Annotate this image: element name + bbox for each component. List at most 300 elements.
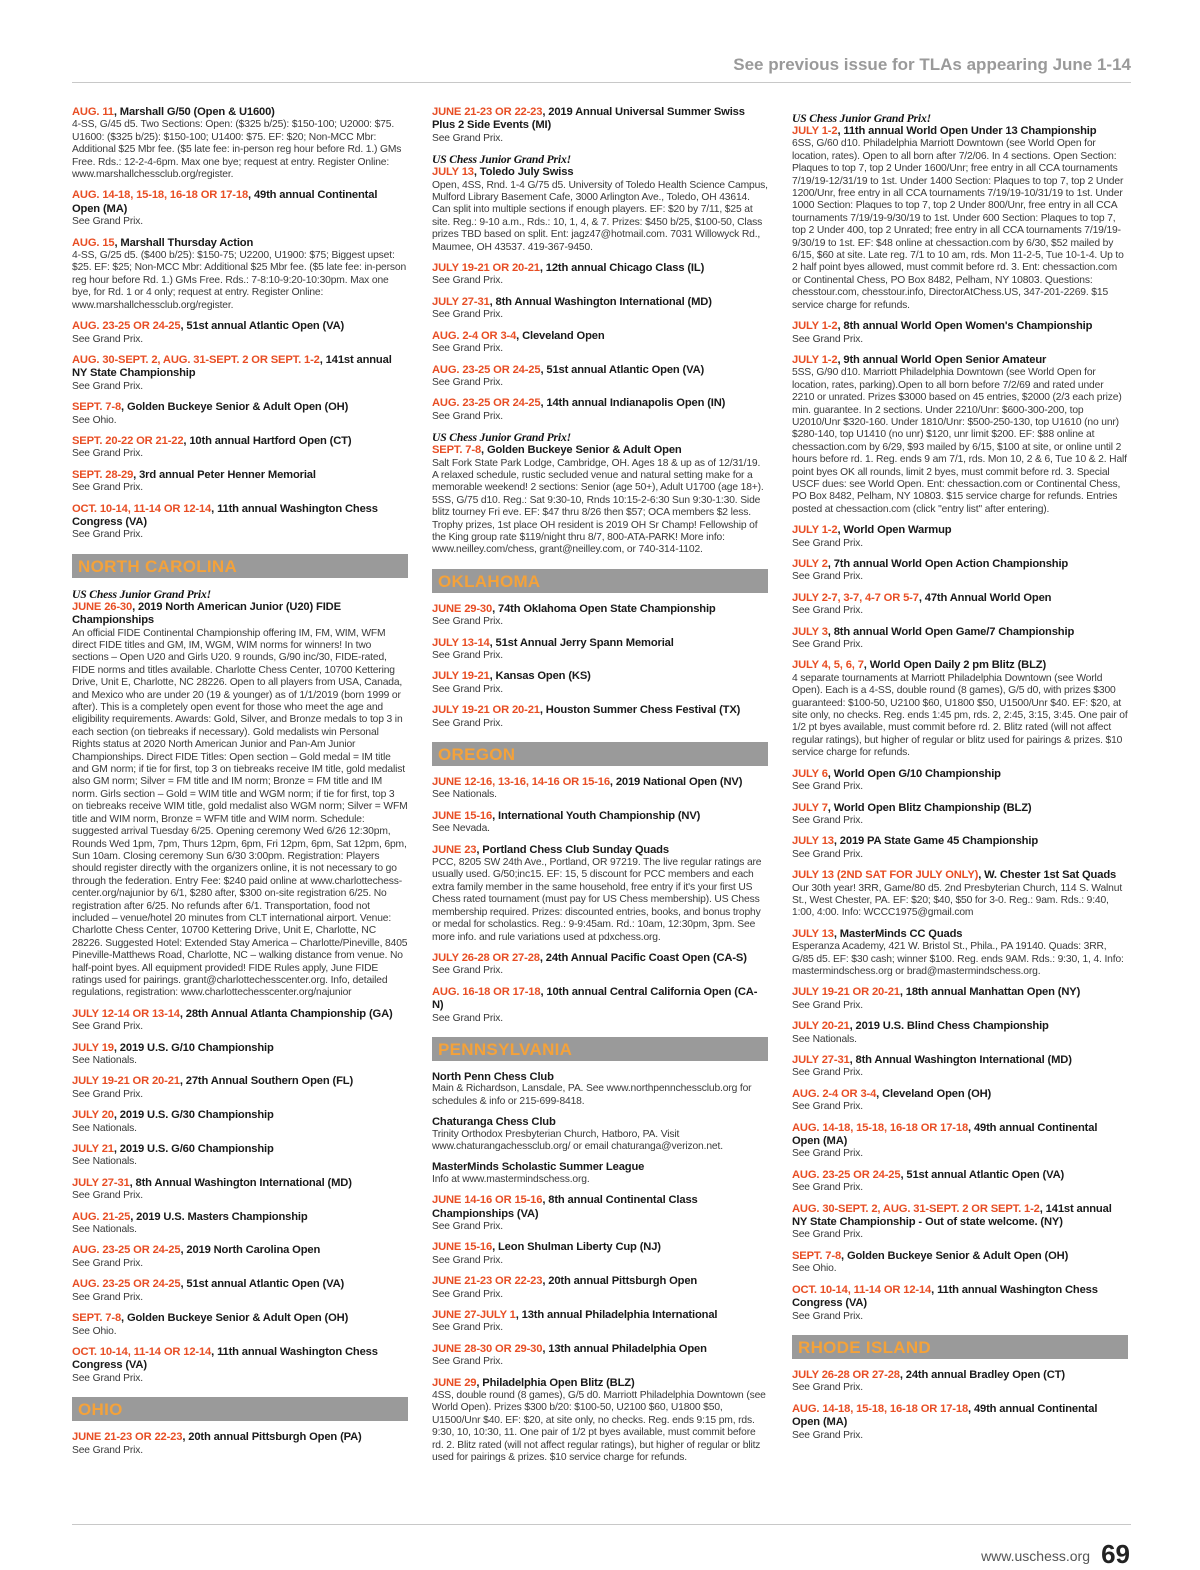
event-title: W. Chester 1st Sat Quads [984, 869, 1117, 882]
event-date: OCT. 10-14, 11-14 OR 12-14 [72, 1345, 212, 1358]
event-date: AUG. 21-25 [72, 1210, 131, 1223]
tournament-listing: OCT. 10-14, 11-14 OR 12-14, 11th annual Washington Chess Congress (VA) See Grand Prix. [72, 1346, 408, 1385]
event-details: Salt Fork State Park Lodge, Cambridge, OH. Ages 18 & up as of 12/31/19. A relaxed schedule, rustic secluded venue and natural setting make for a memorable weekend! 2 sections: Senior (age 50+), Adult U1700 (age 18+). 5SS, G/75 d10. Reg.: Sat 9:30-10, Rnds 10:15-2-6:30 Sun 9:30-1:30. Side blitz tourney Fri eve. EF: $47 thru 8/26 then $57; OCA members $2 less. Trophy prizes, 1st place OH resident is 2019 OH Sr Champ! Fellowship of the King group rate $119/night thru 8/7, 800-ATA-PARK! More info: www.neilley.com/chess, grant@neilley.com, or 740-314-1102. [432, 457, 764, 556]
event-date: SEPT. 20-22 OR 21-22 [72, 434, 184, 447]
tournament-listing: JULY 1-2, World Open Warmup See Grand Prix. [792, 524, 1128, 550]
event-details: See Grand Prix. [72, 380, 144, 392]
tournament-listing: AUG. 14-18, 15-18, 16-18 OR 17-18, 49th annual Continental Open (MA) See Grand Prix. [792, 1122, 1128, 1161]
event-date: AUG. 30-SEPT. 2, AUG. 31-SEPT. 2 OR SEPT. 1-2 [72, 353, 320, 366]
event-details: See Grand Prix. [72, 1372, 144, 1384]
event-title: 8th annual World Open Game/7 Championship [833, 625, 1075, 638]
event-title: 18th annual Manhattan Open (NY) [905, 986, 1081, 999]
event-date: JULY 4, 5, 6, 7 [792, 659, 864, 672]
event-date: AUG. 11 [72, 106, 114, 118]
event-date: JUNE 21-23 OR 22-23 [432, 106, 543, 118]
event-details: See Grand Prix. [72, 216, 144, 228]
tournament-listing [432, 1071, 768, 1108]
event-details: See Grand Prix. [792, 848, 864, 860]
event-date: JUNE 14-16 OR 15-16 [432, 1194, 543, 1207]
event-details: See Grand Prix. [72, 1088, 144, 1100]
event-date: AUG. 23-25 OR 24-25 [72, 320, 181, 333]
event-date: JUNE 23 [432, 843, 477, 856]
event-title: 2019 U.S. G/30 Championship [119, 1109, 274, 1122]
page-header: See previous issue for TLAs appearing June 1-14 [733, 55, 1131, 74]
header-rule [72, 82, 1131, 83]
event-details: See Grand Prix. [72, 482, 144, 494]
event-date: JUNE 29 [432, 1376, 477, 1389]
event-details: See Grand Prix. [72, 333, 144, 345]
tournament-listing: JUNE 15-16, International Youth Championship (NV) See Nevada. [432, 810, 768, 836]
event-title: 47th Annual World Open [924, 591, 1052, 604]
event-details: See Grand Prix. [432, 275, 504, 287]
event-details: See Grand Prix. [432, 376, 504, 388]
tournament-listing: JULY 21, 2019 U.S. G/60 Championship See Nationals. [72, 1143, 408, 1169]
state-heading: OHIO [72, 1397, 408, 1421]
event-details: 4-SS, G/45 d5. Two Sections: Open: ($325 b/25): $150-100; U2000: $75. U1600: ($325 b/25): $150-100; U1400: $75. EF: $20; Non-MCC Mbr: Additional $25 Mbr fee. ($5 late fee: in-person reg hour before Rd. 1.) GMs Free. Rds.: 12-2-4-6pm. Max one bye; request at entry. Register Online: www.marshallchessclub.org/register. [72, 119, 402, 181]
event-details: 5SS, G/90 d10. Marriott Philadelphia Downtown (see World Open for location, rates, parking).Open to all born before 7/2/69 and rated under 2210 or unrated. Prizes $3000 based on 45 entries, $2000 (2/3 each prize) min. guarantee. In 2 sections. Under 2210/Unr: $600-300-200, top U2010/Unr $320-160. Under 1810/Unr: $500-250-130, top U1610 (no unr) $280-140, top U1410 (no unr) $120, unr limit $200. EF: $88 online at chessaction.com by 6/29, $93 mailed by 6/15, $100 at site, or online until 2 hours before rd. 1. Reg. ends 9 am 7/1, rds. Mon 10, 2 & 6, Tue 10 & 2. Half point byes OK all rounds, limit 2 byes, must commit before rd. 3. Special USCF dues: see World Open. Ent: chessaction.com or Continental Chess, PO Box 8482, Pelham, NY 10803. $15 service charge for refunds. Entries posted at chessaction.com (click "entry list" after entering). [792, 367, 1127, 515]
tournament-listing: JULY 12-14 OR 13-14, 28th Annual Atlanta Championship (GA) See Grand Prix. [72, 1008, 408, 1034]
event-details: See Grand Prix. [72, 1190, 144, 1202]
event-title: 3rd annual Peter Henner Memorial [139, 468, 316, 481]
event-date: JULY 19-21 OR 20-21 [792, 986, 900, 999]
tournament-listing: JULY 26-28 OR 27-28, 24th Annual Pacific Coast Open (CA-S) See Grand Prix. [432, 952, 768, 978]
event-date: JULY 7 [792, 801, 828, 814]
event-details: See Grand Prix. [792, 333, 864, 345]
event-details: An official FIDE Continental Championship offering IM, FM, WIM, WFM direct FIDE titles and GM, IM, WGM, WIM norms for winners! In two sections – Open U20 and Girls U20. 9 rounds, G/90 inc/30, FIDE-rated, FIDE norms and titles available. Charlotte Chess Center, 10700 Kettering Drive, Unit E, Charlotte, NC 28226. Open to all players from USA, Canada, and Mexico who are under 20 (19 & younger) as of 1/1/2019 (born 1999 or after). This is a completely open event for those who meet the age and eligibility requirements. Awards: Gold, Silver, and Bronze medals to top 3 in each section (on tiebreaks if necessary). Gold medalists win Personal Rights status at 2020 North American Junior and Pan-Am Junior Championships. Direct FIDE Titles: Open section – Gold medal = IM title and GM norm; if tie for first, top 3 on tiebreaks receive IM title, gold medalist also GM norm; Silver = FM title and IM norm; Bronze = FM title and IM norm. Girls section – Gold = WIM title and WGM norm; if tie for first, top 3 on tiebreaks receive WIM title, gold medalist also WGM norm; Silver = WFM title and WIM norm, Bronze = WFM title and WIM norm. Schedule: suggested arrival Tuesday 6/25. Opening ceremony Wed 6/26 12:30pm, Rounds Wed 1pm, 7pm, Thurs 12pm, 6pm, Fri 12pm, 6pm, Sat 12pm, 6pm, Sun 10am. Closing ceremony Sun 6/30 3:00pm. Registration: Players should register directly with the organizers online, it is not necessary to go through the federation. Entry Fee: $240 paid online at www.charlottechess-center.org/najunior by 6/1, $280 after, $300 on-site registration 6/25. No registration after 6/25. No refunds after 6/1. Transportation, food not included – venue/hotel 20 minutes from CLT international airport. Venue: Charlotte Chess Center, 10700 Kettering Drive, Unit E, Charlotte, NC 28226. Suggested Hotel: Extended Stay America – Charlotte/Pineville, 8405 Pineville-Matthews Road, Charlotte, NC – walking distance from venue. No half-point byes. All equipment provided! FIDE Rules apply, June FIDE ratings used for pairings. grant@charlottechesscenter.org. Info, detailed regulations, registration: www.charlottechesscenter.org/najunior [72, 627, 408, 999]
event-details: See Grand Prix. [792, 639, 864, 651]
column-2 [432, 106, 768, 1473]
tournament-listing: AUG. 23-25 OR 24-25, 51st annual Atlantic Open (VA) See Grand Prix. [432, 364, 768, 390]
event-title: 8th Annual Washington International (MD) [855, 1054, 1072, 1066]
event-details: See Grand Prix. [72, 1021, 144, 1033]
tournament-listing: AUG. 21-25, 2019 U.S. Masters Championship See Nationals. [72, 1211, 408, 1237]
tournament-listing: US Chess Junior Grand Prix! JUNE 26-30, 2019 North American Junior (U20) FIDE Championships An official FIDE Continental Championship offering IM, FM, WIM, WFM direct FIDE titles and GM, IM, WGM, WIM norms for winners! In two sections – Open U20 and Girls U20. 9 rounds, G/90 inc/30, FIDE-rated, FIDE norms and titles available. Charlotte Chess Center, 10700 Kettering Drive, Unit E, Charlotte, NC 28226. Open to all players from USA, Canada, and Mexico who are under 20 (19 & younger) as of 1/1/2019 (born 1999 or after). This is a completely open event for those who meet the age and eligibility requirements. Awards: Gold, Silver, and Bronze medals to top 3 in each section (on tiebreaks if necessary). Gold medalists win Personal Rights status at 2020 North American Junior and Pan-Am Junior Championships. Direct FIDE Titles: Open section – Gold medal = IM title and GM norm; if tie for first, top 3 on tiebreaks receive IM title, gold medalist also GM norm; Silver = FM title and IM norm; Bronze = FM title and IM norm. Girls section – Gold = WIM title and WGM norm; if tie for first, top 3 on tiebreaks receive WIM title, gold medalist also WGM norm; Silver = WFM title and WIM norm, Bronze = WFM title and WIM norm. Schedule: suggested arrival Tuesday 6/25. Opening ceremony Wed 6/26 12:30pm, Rounds Wed 1pm, 7pm, Thurs 12pm, 6pm, Fri 12pm, 6pm, Sat 12pm, 6pm, Sun 10am. Closing ceremony Sun 6/30 3:00pm. Registration: Players should register directly with the organizers online, it is not necessary to go through the federation. Entry Fee: $240 paid online at www.charlottechess-center.org/najunior by 6/1, $280 after, $300 on-site registration 6/25. No registration after 6/25. No refunds after 6/1. Transportation, food not included – venue/hotel 20 minutes from CLT international airport. Venue: Charlotte Chess Center, 10700 Kettering Drive, Unit E, Charlotte, NC 28226. Suggested Hotel: Extended Stay America – Charlotte/Pineville, 8405 Pineville-Matthews Road, Charlotte, NC – walking distance from venue. No half-point byes. All equipment provided! FIDE Rules apply, June FIDE ratings used for pairings. grant@charlottechesscenter.org. Info, detailed regulations, registration: www.charlottechesscenter.org/najunior [72, 587, 408, 999]
tournament-listing: SEPT. 7-8, Golden Buckeye Senior & Adult Open (OH) See Ohio. [792, 1250, 1128, 1276]
tournament-listing: JUNE 12-16, 13-16, 14-16 OR 15-16, 2019 National Open (NV) See Nationals. [432, 776, 768, 802]
event-details: See Grand Prix. [72, 1444, 144, 1456]
event-title: 24th annual Bradley Open (CT) [905, 1368, 1065, 1381]
tournament-listing: JUNE 28-30 OR 29-30, 13th annual Philadelphia Open See Grand Prix. [432, 1343, 768, 1369]
event-title: Golden Buckeye Senior & Adult Open (OH) [126, 1312, 349, 1325]
tournament-listing: US Chess Junior Grand Prix! JULY 13, Toledo July Swiss Open, 4SS, Rnd. 1-4 G/75 d5. University of Toledo Health Science Campus, Mulford Library Basement Cafe, 3000 Arlington Ave., Toledo, OH 43614. Can split into multiple sections if enough players. EF: $20 by 7/11, $25 at site. Reg.: 9-10 a.m., Rds.: 10, 1, 4, & 7. Prizes: $450 b/25, $100-50, Class prizes TBD based on split. Ent: jagz47@hotmail.com. 7031 Willowyck Rd., Maumee, OH 43537. 419-367-9450. [432, 153, 768, 253]
event-details: Main & Richardson, Lansdale, PA. See www.northpennchessclub.org for schedules & info or 215-699-8418. [432, 1083, 752, 1107]
tournament-listing: JULY 19, 2019 U.S. G/10 Championship See Nationals. [72, 1042, 408, 1068]
event-title: Golden Buckeye Senior & Adult Open [486, 444, 682, 457]
tournament-listing: AUG. 15, Marshall Thursday Action 4-SS, G/25 d5. ($400 b/25): $150-75; U2200, U1900: $75; Biggest upset: $25. EF: $25; Non-MCC Mbr: Additional $25 Mbr fee. ($5 late fee: in-person reg hour before Rd. 1.) GMs Free. Rds.: 7-8:10-9:20-10:30pm. Max one bye, for Rd. 1 or 4 only; request at entry. Register Online: www.marshallchessclub.org/register. [72, 236, 407, 311]
event-title: Houston Summer Chess Festival (TX) [545, 704, 741, 717]
event-date: SEPT. 7-8 [432, 444, 482, 457]
event-details: See Ohio. [792, 1263, 837, 1275]
tournament-listing: JULY 20, 2019 U.S. G/30 Championship See Nationals. [72, 1109, 408, 1135]
event-title: World Open G/10 Championship [833, 767, 1001, 780]
event-details: See Grand Prix. [72, 1291, 144, 1303]
event-details: See Grand Prix. [792, 999, 864, 1011]
event-title: Toledo July Swiss [479, 166, 574, 179]
tournament-listing: AUG. 14-18, 15-18, 16-18 OR 17-18, 49th annual Continental Open (MA) See Grand Prix. [72, 189, 408, 228]
event-title: 24th Annual Pacific Coast Open (CA-S) [545, 951, 747, 964]
event-details: See Nationals. [432, 789, 497, 801]
event-details: See Grand Prix. [432, 1288, 504, 1300]
event-title: 20th annual Pittsburgh Open (PA) [188, 1431, 362, 1444]
event-details: See Grand Prix. [792, 1067, 864, 1079]
event-date: JULY 19 [72, 1041, 114, 1054]
event-details: See Nationals. [72, 1156, 137, 1168]
event-date: JUNE 12-16, 13-16, 14-16 OR 15-16 [432, 776, 610, 789]
event-date: JULY 6 [792, 767, 828, 780]
event-title: 74th Oklahoma Open State Championship [498, 602, 716, 615]
tournament-listing: SEPT. 28-29, 3rd annual Peter Henner Memorial See Grand Prix. [72, 469, 408, 495]
event-title: Cleveland Open (OH) [882, 1087, 992, 1100]
event-details: See Grand Prix. [432, 1322, 504, 1334]
event-title: 20th annual Pittsburgh Open [548, 1275, 698, 1288]
tournament-listing: AUG. 23-25 OR 24-25, 51st annual Atlantic Open (VA) See Grand Prix. [72, 1278, 408, 1304]
event-details: See Grand Prix. [792, 1182, 864, 1194]
tournament-listing: AUG. 14-18, 15-18, 16-18 OR 17-18, 49th annual Continental Open (MA) See Grand Prix. [792, 1403, 1128, 1442]
event-details: See Grand Prix. [72, 448, 144, 460]
event-date: JULY 20 [72, 1109, 114, 1122]
event-details: See Grand Prix. [432, 410, 504, 422]
event-title: 13th annual Philadelphia International [521, 1309, 718, 1322]
event-date: JULY 2-7, 3-7, 4-7 OR 5-7 [792, 591, 919, 604]
event-details: See Grand Prix. [792, 1382, 864, 1394]
club-name: North Penn Chess Club [432, 1070, 554, 1083]
tournament-listing: AUG. 23-25 OR 24-25, 51st annual Atlantic Open (VA) See Grand Prix. [792, 1169, 1128, 1195]
tournament-listing: JULY 3, 8th annual World Open Game/7 Championship See Grand Prix. [792, 626, 1128, 652]
tournament-listing: OCT. 10-14, 11-14 OR 12-14, 11th annual Washington Chess Congress (VA) See Grand Prix. [792, 1284, 1128, 1323]
event-details: See Grand Prix. [432, 1356, 504, 1368]
event-date: AUG. 16-18 OR 17-18 [432, 985, 541, 998]
tournament-listing: JULY 13 (2ND SAT FOR JULY ONLY), W. Chester 1st Sat Quads Our 30th year! 3RR, Game/80 d5. 2nd Presbyterian Church, 114 S. Walnut St., West Chester, PA. EF: $20; $40, $50 for 3-0. Reg.: 9am. Rds.: 9:40, 1:00, 4:00. Info: WCCC1975@gmail.com [792, 869, 1128, 920]
event-date: JULY 26-28 OR 27-28 [432, 951, 540, 964]
event-title: 11th annual Washington Chess Congress (VA) [72, 1345, 378, 1372]
event-title: 51st annual Atlantic Open (VA) [186, 1278, 345, 1291]
event-details: See Grand Prix. [792, 1310, 864, 1322]
event-details: See Grand Prix. [432, 343, 504, 355]
tournament-listing: AUG. 2-4 OR 3-4, Cleveland Open See Grand Prix. [432, 330, 768, 356]
tournament-listing: JULY 27-31, 8th Annual Washington International (MD) See Grand Prix. [432, 296, 768, 322]
event-details: Esperanza Academy, 421 W. Bristol St., Phila., PA 19140. Quads: 3RR, G/85 d5. EF: $30 cash; winner $100. Reg. ends 9AM. Rds.: 9:30, 1, 4. Info: mastermindschess.org or brad@mastermindschess.org. [792, 941, 1124, 977]
tournament-listing: SEPT. 7-8, Golden Buckeye Senior & Adult Open (OH) See Ohio. [72, 1312, 408, 1338]
tournament-listing: JULY 19-21 OR 20-21, 18th annual Manhattan Open (NY) See Grand Prix. [792, 986, 1128, 1012]
event-title: 28th Annual Atlanta Championship (GA) [185, 1007, 393, 1020]
event-date: AUG. 2-4 OR 3-4 [432, 329, 517, 342]
event-details: See Grand Prix. [792, 814, 864, 826]
tournament-listing: AUG. 11, Marshall G/50 (Open & U1600) 4-SS, G/45 d5. Two Sections: Open: ($325 b/25): $150-100; U2000: $75. U1600: ($325 b/25): $150-100; U1400: $75. EF: $20; Non-MCC Mbr: Additional $25 Mbr fee. ($5 late fee: in-person reg hour before Rd. 1.) GMs Free. Rds.: 12-2-4-6pm. Max one bye; request at entry. Register Online: www.marshallchessclub.org/register. [72, 106, 408, 181]
state-heading: PENNSYLVANIA [432, 1037, 768, 1061]
event-title: 2019 U.S. Masters Championship [136, 1210, 308, 1223]
event-details: See Grand Prix. [792, 1148, 864, 1160]
event-title: 8th Annual Washington International (MD) [135, 1176, 352, 1189]
event-title: 13th annual Philadelphia Open [548, 1342, 707, 1355]
event-details: See Grand Prix. [432, 683, 504, 695]
event-title: 11th annual Washington Chess Congress (VA) [792, 1283, 1098, 1310]
event-date: JUNE 21-23 OR 22-23 [72, 1431, 183, 1444]
event-date: JULY 1-2 [792, 524, 838, 537]
event-details: See Grand Prix. [72, 1257, 144, 1269]
tournament-listing: JULY 26-28 OR 27-28, 24th annual Bradley Open (CT) See Grand Prix. [792, 1369, 1128, 1395]
event-date: JUNE 26-30 [72, 600, 133, 613]
tournament-listing: OCT. 10-14, 11-14 OR 12-14, 11th annual Washington Chess Congress (VA) See Grand Prix. [72, 503, 408, 542]
event-date: OCT. 10-14, 11-14 OR 12-14 [72, 502, 212, 515]
event-details: See Nevada. [432, 823, 490, 835]
tournament-listing: US Chess Junior Grand Prix! JULY 1-2, 11th annual World Open Under 13 Championship 6SS, G/60 d10. Philadelphia Marriott Downtown (see World Open for location, rates). Open to all born after 7/2/06. In 4 sections. Open Section: Plaques to top 7, top 2 Under 1600/Unr; free entry in all CCA tournaments 7/19/19-12/31/19 to 1st. Under 1400 Section: Plaques to top 7, top 2 Under 1200/Unr, free entry in all CCA tournaments 7/19/19-10/31/19 to 1st. Under 1000 Section: Plaques to top 7, top 2 Under 800/Unr, free entry in all CCA tournaments 7/19/19-9/30/19 to 1st. Under 600 Section: Plaques to top 7, top 2 Under 400, top 2 Unrated; free entry in all CCA tournaments 7/19/19-9/30/19 to 1st. EF: $48 online at chessaction.com by 6/30, $52 mailed by 6/15, $60 at site. Late reg. 7/1 to 10 am, rds. Mon 11-2-5, Tue 10-1-4. Up to 2 half point byes allowed, must commit before rd. 3. Ent: chessaction.com or Continental Chess, PO Box 8482, Pelham, NY 10803. Questions: chesstour.com, chesstour.info, DirectorAtChess.US, 347-201-2269. $15 service charge for refunds. [792, 112, 1128, 312]
event-date: AUG. 14-18, 15-18, 16-18 OR 17-18 [792, 1402, 969, 1415]
event-title: World Open Daily 2 pm Blitz (BLZ) [869, 659, 1047, 672]
event-date: AUG. 23-25 OR 24-25 [72, 1244, 181, 1257]
event-title: Golden Buckeye Senior & Adult Open (OH) [846, 1249, 1069, 1262]
event-date: JUNE 29-30 [432, 602, 493, 615]
event-details: See Grand Prix. [792, 1101, 864, 1113]
event-title: 8th annual Continental Class Championships (VA) [432, 1194, 698, 1220]
event-details: See Ohio. [72, 414, 117, 426]
tournament-listing: JUNE 14-16 OR 15-16, 8th annual Continental Class Championships (VA) See Grand Prix. [432, 1194, 768, 1233]
tournament-listing: JUNE 29-30, 74th Oklahoma Open State Championship See Grand Prix. [432, 603, 768, 629]
event-date: JULY 13-14 [432, 636, 490, 649]
event-title: 9th annual World Open Senior Amateur [843, 353, 1047, 366]
event-date: SEPT. 7-8 [72, 401, 122, 414]
tournament-listing: AUG. 2-4 OR 3-4, Cleveland Open (OH) See Grand Prix. [792, 1088, 1128, 1114]
event-date: JULY 1-2 [792, 320, 838, 333]
column-3 [792, 106, 1128, 1450]
event-date: JULY 13 [792, 835, 834, 848]
state-heading: OREGON [432, 742, 768, 766]
event-date: JULY 1-2 [792, 353, 838, 366]
event-date: AUG. 2-4 OR 3-4 [792, 1087, 877, 1100]
state-heading: OKLAHOMA [432, 569, 768, 593]
tournament-listing: JULY 19-21 OR 20-21, 27th Annual Southern Open (FL) See Grand Prix. [72, 1075, 408, 1101]
event-date: JULY 1-2 [792, 125, 838, 137]
footer-rule [72, 1524, 1131, 1525]
tournament-listing: SEPT. 7-8, Golden Buckeye Senior & Adult Open (OH) See Ohio. [72, 401, 408, 427]
event-title: Leon Shulman Liberty Cup (NJ) [498, 1241, 661, 1254]
event-date: JULY 13 [432, 166, 474, 179]
tournament-listing: AUG. 30-SEPT. 2, AUG. 31-SEPT. 2 OR SEPT. 1-2, 141st annual NY State Championship See Grand Prix. [72, 354, 408, 393]
tournament-listing: JUNE 15-16, Leon Shulman Liberty Cup (NJ) See Grand Prix. [432, 1241, 768, 1267]
tournament-listing [432, 1116, 768, 1153]
event-title: World Open Warmup [843, 524, 952, 537]
event-title: 141st annual NY State Championship [72, 353, 392, 380]
tournament-listing [432, 1161, 768, 1186]
event-title: 12th annual Chicago Class (IL) [545, 262, 705, 275]
event-details: Our 30th year! 3RR, Game/80 d5. 2nd Presbyterian Church, 114 S. Walnut St., West Chester, PA. EF: $20; $40, $50 for 3-0. Reg.: 9am. Rds.: 9:40, 1:00, 4:00. Info: WCCC1975@gmail.com [792, 882, 1123, 919]
state-heading: RHODE ISLAND [792, 1335, 1128, 1359]
event-details: 4-SS, G/25 d5. ($400 b/25): $150-75; U2200, U1900: $75; Biggest upset: $25. EF: $25; Non-MCC Mbr: Additional $25 Mbr fee. ($5 late fee: in-person reg hour before Rd. 1.) GMs Free. Rds.: 7-8:10-9:20-10:30pm. Max one bye, for Rd. 1 or 4 only; request at entry. Register Online: www.marshallchessclub.org/register. [72, 250, 407, 311]
event-details: See Grand Prix. [432, 132, 504, 144]
event-details: 4SS, double round (8 games), G/5 d0. Marriott Philadelphia Downtown (see World Open). Prizes $300 b/20: $100-50, U2100 $60, U1800 $50, U1500/Unr $40. EF: $20, at site only, no checks. Reg. ends 9:15 pm, rds. 9:30, 10, 10:30, 11. One pair of 1/2 pt byes available, must commit before rd. 2. Blitz rated (will not affect regular ratings), but higher of regular or blitz used for pairings & prizes. $10 service charge for refunds. [432, 1390, 766, 1464]
event-details: Trinity Orthodox Presbyterian Church, Hatboro, PA. Visit www.chaturangachessclub.org/ or email chaturanga@verizon.net. [432, 1128, 723, 1152]
event-date: JULY 26-28 OR 27-28 [792, 1368, 900, 1381]
junior-grand-prix-label: US Chess Junior Grand Prix! [72, 587, 211, 601]
event-title: Golden Buckeye Senior & Adult Open (OH) [126, 401, 349, 414]
event-date: AUG. 14-18, 15-18, 16-18 OR 17-18 [792, 1121, 969, 1134]
event-date: OCT. 10-14, 11-14 OR 12-14 [792, 1283, 932, 1296]
tournament-listing: SEPT. 20-22 OR 21-22, 10th annual Hartford Open (CT) See Grand Prix. [72, 435, 408, 461]
event-title: 8th annual World Open Women's Championship [843, 320, 1093, 333]
event-title: 14th annual Indianapolis Open (IN) [546, 397, 726, 410]
tournament-listing: JULY 19-21, Kansas Open (KS) See Grand Prix. [432, 670, 768, 696]
event-title: 8th Annual Washington International (MD) [495, 295, 712, 308]
event-title: International Youth Championship (NV) [498, 809, 701, 822]
event-date: SEPT. 7-8 [792, 1249, 842, 1262]
event-date: JULY 2 [792, 558, 828, 570]
event-title: 51st Annual Jerry Spann Memorial [495, 636, 674, 649]
event-details: See Grand Prix. [792, 571, 864, 583]
event-details: See Grand Prix. [432, 717, 504, 729]
event-date: JULY 20-21 [792, 1020, 850, 1033]
tournament-listing: JULY 13, MasterMinds CC Quads Esperanza Academy, 421 W. Bristol St., Phila., PA 19140. Quads: 3RR, G/85 d5. EF: $30 cash; winner $100. Reg. ends 9AM. Rds.: 9:30, 1, 4. Info: mastermindschess.org or brad@mastermindschess.org. [792, 928, 1128, 979]
event-date: JULY 21 [72, 1143, 114, 1156]
event-title: 49th annual Continental Open (MA) [792, 1402, 1098, 1429]
event-details: See Nationals. [72, 1055, 137, 1066]
tournament-listing: AUG. 30-SEPT. 2, AUG. 31-SEPT. 2 OR SEPT. 1-2, 141st annual NY State Championship - Out of state welcome. (NY) See Grand Prix. [792, 1203, 1128, 1242]
event-details: See Grand Prix. [792, 537, 864, 549]
tournament-listing: JULY 6, World Open G/10 Championship See Grand Prix. [792, 768, 1128, 794]
event-title: 7th annual World Open Action Championship [833, 558, 1069, 570]
event-date: JULY 19-21 OR 20-21 [432, 704, 540, 717]
event-date: SEPT. 28-29 [72, 468, 134, 481]
event-title: 27th Annual Southern Open (FL) [185, 1075, 354, 1088]
event-details: See Grand Prix. [792, 1229, 864, 1241]
tournament-listing: JULY 2-7, 3-7, 4-7 OR 5-7, 47th Annual World Open See Grand Prix. [792, 592, 1128, 618]
event-title: 51st annual Atlantic Open (VA) [906, 1168, 1065, 1181]
event-date: AUG. 23-25 OR 24-25 [792, 1168, 901, 1181]
event-date: JUNE 15-16 [432, 1241, 493, 1254]
event-title: Kansas Open (KS) [495, 670, 591, 683]
event-title: 49th annual Continental Open (MA) [792, 1121, 1098, 1148]
event-details: PCC, 8205 SW 24th Ave., Portland, OR 97219. The live regular ratings are usually used. G/50;inc15. EF: 15, 5 discount for PCC members and each extra family member in the same household, free entry if it's your first US Chess rated tournament (must pay for US Chess membership). US Chess membership required. Prizes: discounted entries, books, and bonus trophy or medal for scholastics. Reg.: 9-9:45am. Rd.: 10am, 12:30pm, 3pm. See more info. and rule variations used at pdxchess.org. [432, 857, 762, 943]
event-date: JULY 13 (2ND SAT FOR JULY ONLY) [792, 869, 979, 882]
footer-url: www.uschess.org [981, 1548, 1090, 1564]
event-date: JUNE 21-23 OR 22-23 [432, 1275, 543, 1288]
tournament-listing: JULY 1-2, 9th annual World Open Senior Amateur 5SS, G/90 d10. Marriott Philadelphia Downtown (see World Open for location, rates, parking).Open to all born before 7/2/69 and rated under 2210 or unrated. Prizes $3000 based on 45 entries, $2000 (2/3 each prize) min. guarantee. In 2 sections. Under 2210/Unr: $600-300-200, top U2010/Unr $320-160. Under 1810/Unr: $500-250-130, top U1610 (no unr) $280-140, top U1410 (no unr) $120, unr limit $200. EF: $88 online at chessaction.com by 6/29, $93 mailed by 6/15, $100 at site, or online until 2 hours before rd. 1. Reg. ends 9 am 7/1, rds. Mon 10, 2 & 6, Tue 10 & 2. Half point byes OK all rounds, limit 2 byes, must commit before rd. 3. Special USCF dues: see World Open. Ent: chessaction.com or Continental Chess, PO Box 8482, Pelham, NY 10803. $15 service charge for refunds. Entries posted at chessaction.com (click "entry list" after entering). [792, 353, 1127, 515]
event-title: 2019 Annual Universal Summer Swiss Plus 2 Side Events (MI) [432, 106, 745, 132]
event-title: 2019 National Open (NV) [615, 776, 743, 789]
tournament-listing: JULY 27-31, 8th Annual Washington International (MD) See Grand Prix. [72, 1177, 408, 1203]
event-details: See Grand Prix. [792, 605, 864, 617]
event-date: AUG. 14-18, 15-18, 16-18 OR 17-18 [72, 189, 249, 202]
tournament-listing: US Chess Junior Grand Prix! SEPT. 7-8, Golden Buckeye Senior & Adult Open Salt Fork State Park Lodge, Cambridge, OH. Ages 18 & up as of 12/31/19. A relaxed schedule, rustic secluded venue and natural setting make for a memorable weekend! 2 sections: Senior (age 50+), Adult U1700 (age 18+). 5SS, G/75 d10. Reg.: Sat 9:30-10, Rnds 10:15-2-6:30 Sun 9:30-1:30. Side blitz tourney Fri eve. EF: $47 thru 8/26 then $57; OCA members $2 less. Trophy prizes, 1st place OH resident is 2019 OH Sr Champ! Fellowship of the King group rate $119/night thru 8/7, 800-ATA-PARK! More info: www.neilley.com/chess, grant@neilley.com, or 740-314-1102. [432, 431, 768, 557]
event-details: See Grand Prix. [432, 1012, 504, 1024]
event-details: 6SS, G/60 d10. Philadelphia Marriott Downtown (see World Open for location, rates). Open to all born after 7/2/06. In 4 sections. Open Section: Plaques to top 7, top 2 Under 1600/Unr; free entry in all CCA tournaments 7/19/19-12/31/19 to 1st. Under 1400 Section: Plaques to top 7, top 2 Under 1200/Unr, free entry in all CCA tournaments 7/19/19-10/31/19 to 1st. Under 1000 Section: Plaques to top 7, top 2 Under 800/Unr, free entry in all CCA tournaments 7/19/19-9/30/19 to 1st. Under 600 Section: Plaques to top 7, top 2 Under 400, top 2 Unrated; free entry in all CCA tournaments 7/19/19-9/30/19 to 1st. EF: $48 online at chessaction.com by 6/30, $52 mailed by 6/15, $60 at site. Late reg. 7/1 to 10 am, rds. Mon 11-2-5, Tue 10-1-4. Up to 2 half point byes allowed, must commit before rd. 3. Ent: chessaction.com or Continental Chess, PO Box 8482, Pelham, NY 10803. Questions: chesstour.com, chesstour.info, DirectorAtChess.US, 347-201-2269. $15 service charge for refunds. [792, 138, 1124, 311]
tournament-listing: JUNE 23, Portland Chess Club Sunday Quads PCC, 8205 SW 24th Ave., Portland, OR 97219. The live regular ratings are usually used. G/50;inc15. EF: 15, 5 discount for PCC members and each extra family member in the same household, free entry if it's your first US Chess rated tournament (must pay for US Chess membership). US Chess membership required. Prizes: discounted entries, books, and bonus trophy or medal for scholastics. Reg.: 9-9:45am. Rd.: 10am, 12:30pm, 3pm. See more info. and rule variations used at pdxchess.org. [432, 844, 768, 944]
event-title: 51st annual Atlantic Open (VA) [546, 363, 705, 376]
event-details: See Grand Prix. [432, 309, 504, 321]
event-details: See Grand Prix. [432, 1221, 504, 1232]
tournament-listing: JULY 13, 2019 PA State Game 45 Championship See Grand Prix. [792, 835, 1128, 861]
event-title: Marshall Thursday Action [120, 236, 254, 249]
event-title: 2019 U.S. G/60 Championship [119, 1143, 274, 1156]
tournament-listing: AUG. 23-25 OR 24-25, 2019 North Carolina Open See Grand Prix. [72, 1244, 408, 1270]
event-details: See Nationals. [792, 1033, 857, 1045]
event-details: See Grand Prix. [432, 616, 504, 628]
event-title: Cleveland Open [522, 329, 605, 342]
event-title: 2019 North Carolina Open [186, 1244, 321, 1257]
tournament-listing: JUNE 21-23 OR 22-23, 20th annual Pittsburgh Open (PA) See Grand Prix. [72, 1431, 408, 1457]
tournament-listing: JUNE 21-23 OR 22-23, 2019 Annual Universal Summer Swiss Plus 2 Side Events (MI) See Grand Prix. [432, 106, 768, 145]
tournament-listing: JULY 13-14, 51st Annual Jerry Spann Memorial See Grand Prix. [432, 637, 768, 663]
column-1 [72, 106, 408, 1465]
event-title: 2019 U.S. G/10 Championship [119, 1041, 274, 1054]
event-date: AUG. 23-25 OR 24-25 [72, 1278, 181, 1291]
event-date: JULY 12-14 OR 13-14 [72, 1007, 180, 1020]
event-title: 2019 U.S. Blind Chess Championship [855, 1020, 1049, 1033]
event-date: JUNE 15-16 [432, 809, 493, 822]
club-name: Chaturanga Chess Club [432, 1116, 556, 1129]
event-details: See Ohio. [72, 1325, 117, 1337]
page-number: 69 [1101, 1539, 1130, 1569]
tournament-listing: JULY 20-21, 2019 U.S. Blind Chess Championship See Nationals. [792, 1020, 1128, 1046]
event-title: 11th annual World Open Under 13 Championship [843, 125, 1097, 137]
event-date: AUG. 30-SEPT. 2, AUG. 31-SEPT. 2 OR SEPT. 1-2 [792, 1202, 1040, 1215]
club-name: MasterMinds Scholastic Summer League [432, 1161, 645, 1174]
event-title: World Open Blitz Championship (BLZ) [833, 801, 1032, 814]
event-date: JULY 19-21 OR 20-21 [72, 1075, 180, 1088]
event-date: SEPT. 7-8 [72, 1312, 122, 1325]
event-title: 51st annual Atlantic Open (VA) [186, 320, 345, 333]
event-date: JULY 19-21 [432, 670, 490, 683]
tournament-listing: JULY 7, World Open Blitz Championship (BLZ) See Grand Prix. [792, 802, 1128, 828]
event-title: Philadelphia Open Blitz (BLZ) [482, 1376, 635, 1389]
event-date: JULY 27-31 [432, 295, 490, 308]
event-details: See Grand Prix. [792, 1429, 864, 1441]
tournament-listing: JULY 19-21 OR 20-21, Houston Summer Chess Festival (TX) See Grand Prix. [432, 704, 768, 730]
event-date: AUG. 15 [72, 236, 115, 249]
tournament-listing: JUNE 21-23 OR 22-23, 20th annual Pittsburgh Open See Grand Prix. [432, 1275, 768, 1301]
event-title: 2019 PA State Game 45 Championship [839, 835, 1039, 848]
event-details: Info at www.mastermindschess.org. [432, 1173, 590, 1185]
event-title: 49th annual Continental Open (MA) [72, 189, 378, 215]
event-title: 2019 North American Junior (U20) FIDE Championships [72, 600, 341, 627]
event-date: JULY 27-31 [72, 1176, 130, 1189]
tournament-listing: JULY 27-31, 8th Annual Washington International (MD) See Grand Prix. [792, 1054, 1128, 1080]
event-date: JULY 27-31 [792, 1054, 850, 1066]
event-details: See Grand Prix. [72, 529, 144, 541]
event-date: JULY 19-21 OR 20-21 [432, 262, 540, 275]
tournament-listing: AUG. 23-25 OR 24-25, 14th annual Indianapolis Open (IN) See Grand Prix. [432, 397, 768, 423]
junior-grand-prix-label: US Chess Junior Grand Prix! [432, 431, 571, 445]
event-date: JULY 3 [792, 625, 828, 638]
event-title: Marshall G/50 (Open & U1600) [119, 106, 275, 118]
event-title: MasterMinds CC Quads [839, 927, 963, 940]
event-title: 11th annual Washington Chess Congress (VA) [72, 502, 378, 528]
tournament-listing: JULY 19-21 OR 20-21, 12th annual Chicago Class (IL) See Grand Prix. [432, 262, 768, 288]
tournament-listing: JULY 2, 7th annual World Open Action Championship See Grand Prix. [792, 558, 1128, 584]
state-heading: NORTH CAROLINA [72, 554, 408, 578]
event-date: JULY 13 [792, 927, 834, 940]
event-date: AUG. 23-25 OR 24-25 [432, 397, 541, 410]
event-details: See Grand Prix. [432, 965, 504, 977]
event-details: See Grand Prix. [792, 781, 864, 793]
event-date: JUNE 27-JULY 1 [432, 1309, 516, 1322]
event-title: Portland Chess Club Sunday Quads [482, 843, 669, 856]
junior-grand-prix-label: US Chess Junior Grand Prix! [792, 112, 931, 125]
event-details: See Nationals. [72, 1224, 137, 1236]
tournament-listing: AUG. 16-18 OR 17-18, 10th annual Central California Open (CA-N) See Grand Prix. [432, 986, 768, 1025]
event-title: 10th annual Hartford Open (CT) [189, 434, 352, 447]
tournament-listing: JULY 1-2, 8th annual World Open Women's Championship See Grand Prix. [792, 320, 1128, 346]
event-details: See Nationals. [72, 1122, 137, 1134]
event-title: 10th annual Central California Open (CA-N) [432, 985, 758, 1012]
tournament-listing: JUNE 29, Philadelphia Open Blitz (BLZ) 4SS, double round (8 games), G/5 d0. Marriott Philadelphia Downtown (see World Open). Prizes $300 b/20: $100-50, U2100 $60, U1800 $50, U1500/Unr $40. EF: $20, at site only, no checks. Reg. ends 9:15 pm, rds. 9:30, 10, 10:30, 11. One pair of 1/2 pt byes available, must commit before rd. 2. Blitz rated (will not affect regular ratings), but higher of regular or blitz used for pairings & prizes. $10 service charge for refunds. [432, 1377, 768, 1465]
tournament-listing: JULY 4, 5, 6, 7, World Open Daily 2 pm Blitz (BLZ) 4 separate tournaments at Marriott Philadelphia Downtown (see World Open). Each is a 4-SS, double round (8 games), G/5 d0, with prizes $300 guaranteed: $100-50, U2100 $60, U1800 $50, U1500/Unr $40. EF: $20, at site only, no checks. Reg. ends 1:45 pm, rds. 2, 2:45, 3:15, 3:45. One pair of 1/2 pt byes available, must commit before rd. 2. Blitz rated (will not affect regular ratings), but higher of regular or blitz used for pairings & prizes. $10 service charge for refunds. [792, 659, 1128, 759]
event-details: See Grand Prix. [432, 1254, 504, 1266]
junior-grand-prix-label: US Chess Junior Grand Prix! [432, 153, 571, 167]
event-title: 141st annual NY State Championship - Out of state welcome. (NY) [792, 1202, 1112, 1229]
event-date: AUG. 23-25 OR 24-25 [432, 363, 541, 376]
event-details: See Grand Prix. [432, 650, 504, 661]
event-details: 4 separate tournaments at Marriott Philadelphia Downtown (see World Open). Each is a 4-SS, double round (8 games), G/5 d0, with prizes $300 guaranteed: $100-50, U2100 $60, U1800 $50, U1500/Unr $40. EF: $20, at site only, no checks. Reg. ends 1:45 pm, rds. 2, 2:45, 3:15, 3:45. One pair of 1/2 pt byes available, must commit before rd. 2. Blitz rated (will not affect regular ratings), but higher of regular or blitz used for pairings & prizes. $10 service charge for refunds. [792, 672, 1128, 759]
event-date: JUNE 28-30 OR 29-30 [432, 1342, 543, 1355]
